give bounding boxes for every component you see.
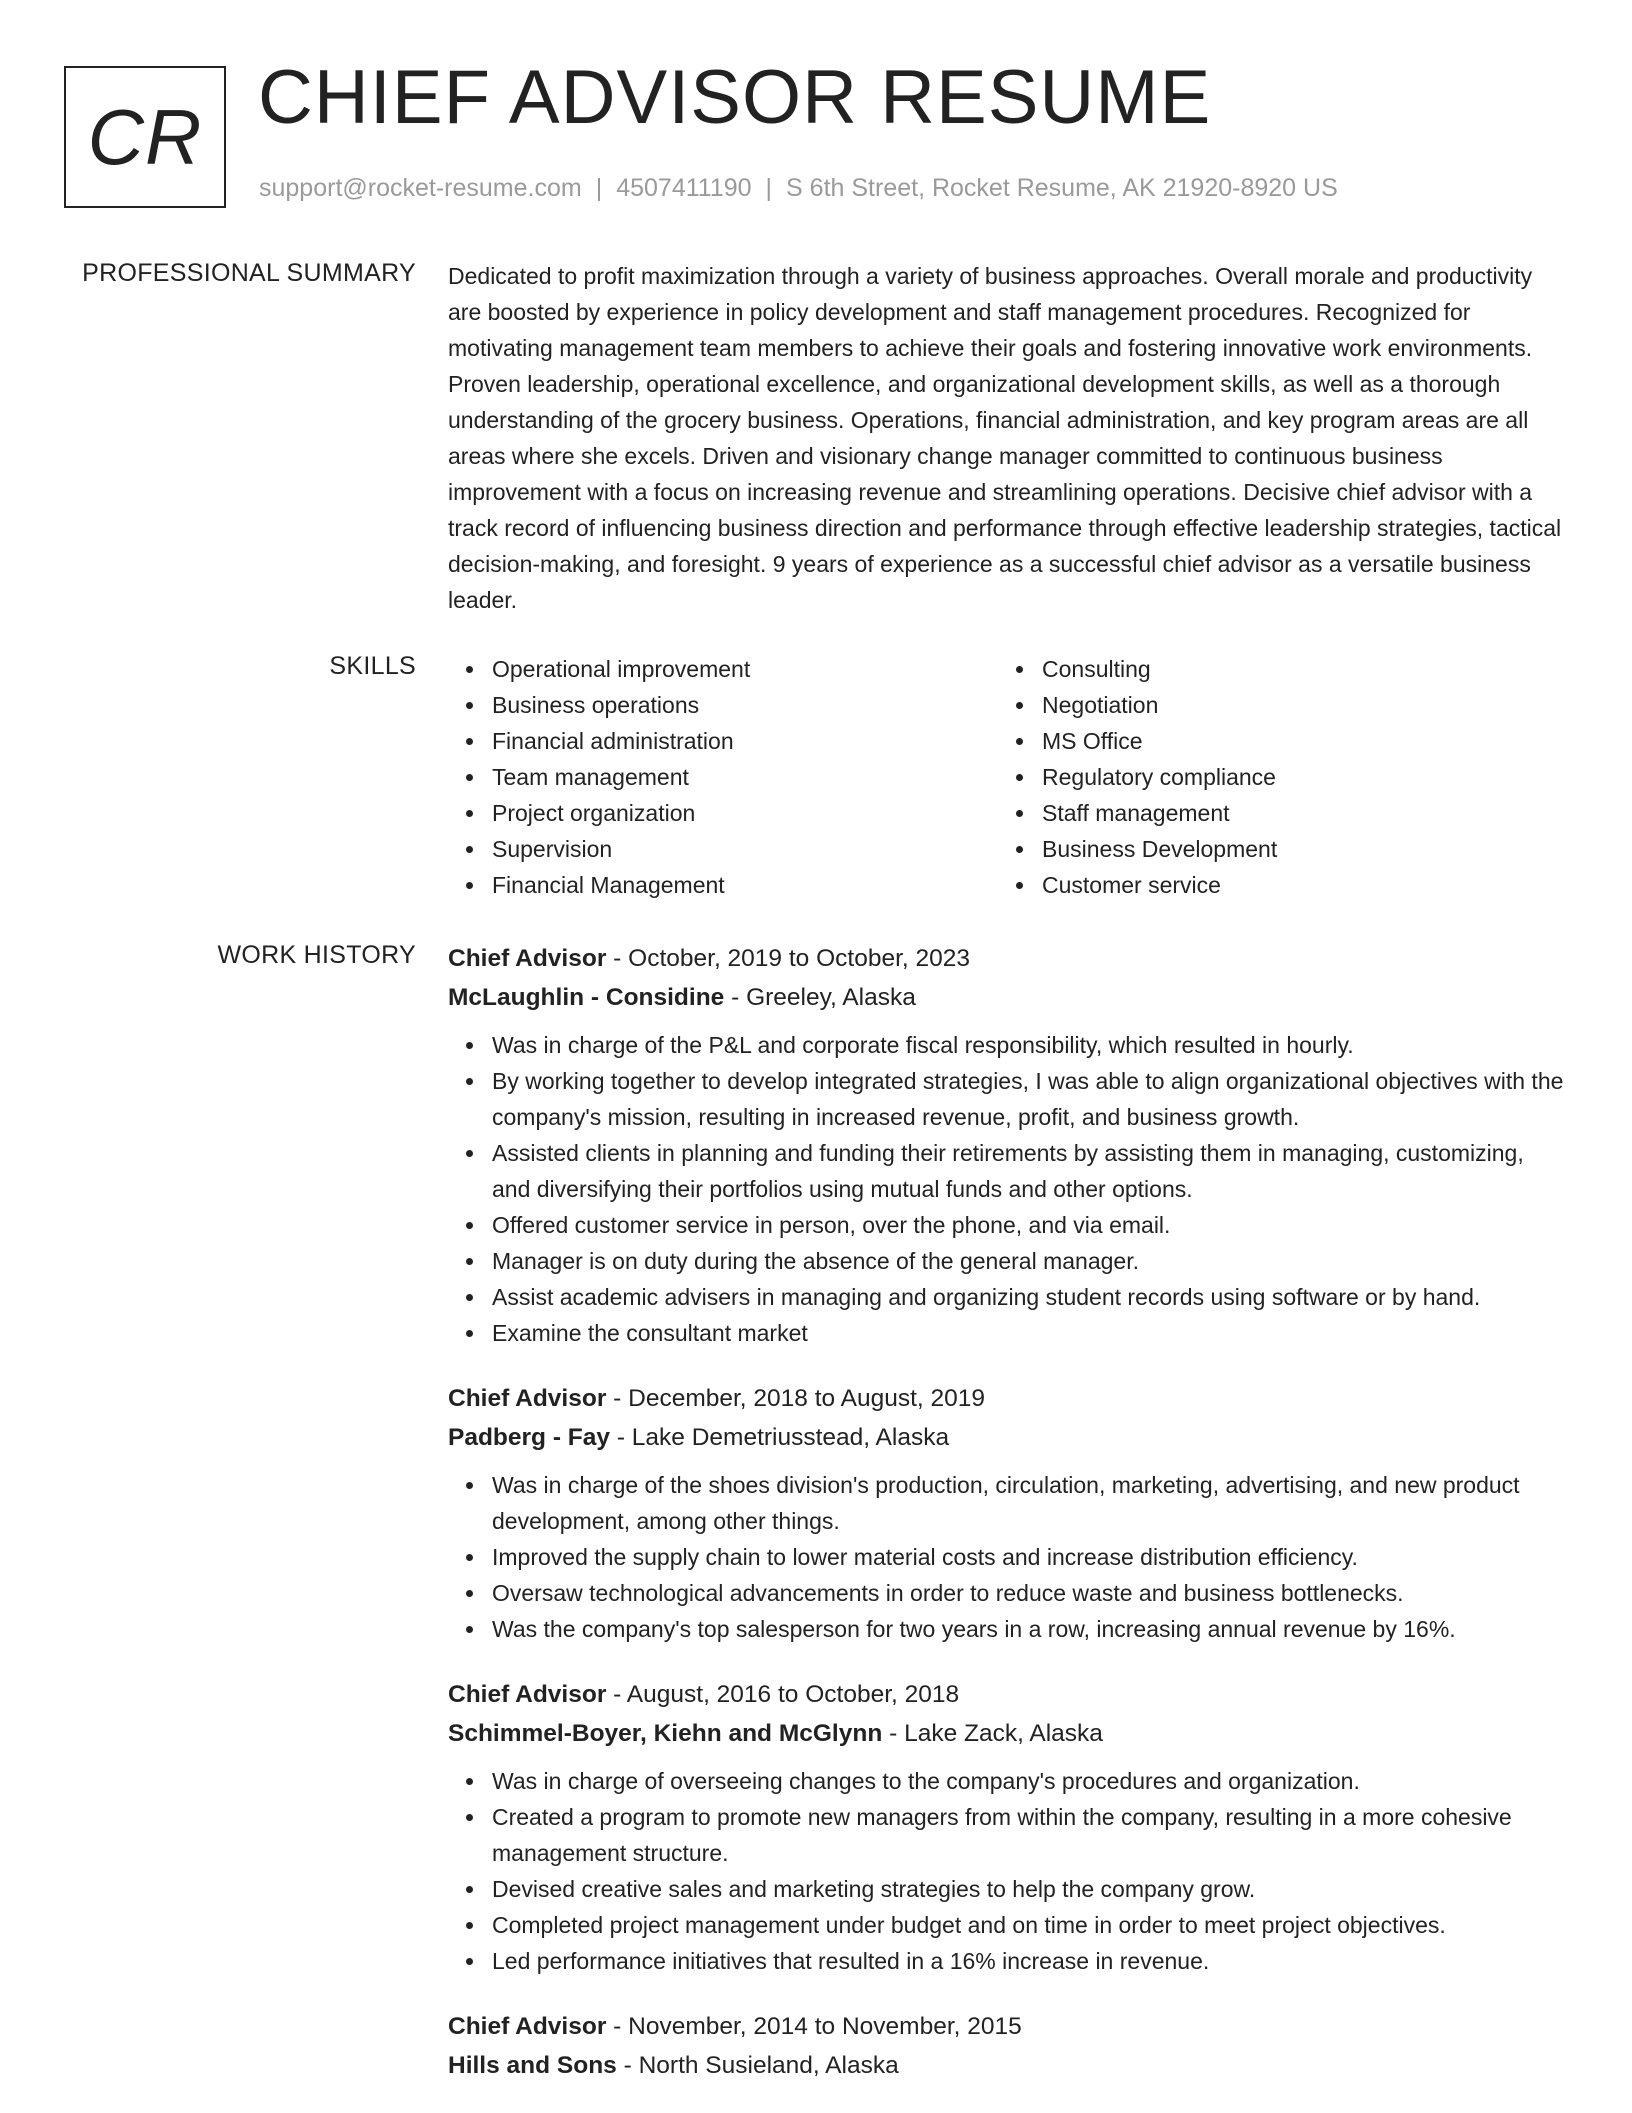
contact-separator: | [765,174,773,202]
section-label-skills: SKILLS [329,652,416,680]
job-company: Hills and Sons [448,2052,617,2079]
job-company-line [448,1714,1568,1753]
job-location: - Lake Zack, Alaska [882,1720,1103,1747]
job-duty-item: Was the company's top salesperson for two years in a row, increasing annual revenue by 16%. [492,1611,1568,1647]
skill-item: Business Development [1042,831,1548,867]
job-title-line [448,1675,1568,1714]
job-duty-item: Was in charge of overseeing changes to the company's procedures and organization. [492,1763,1568,1799]
contact-line [259,174,1338,203]
job-duties-list [448,1467,1568,1647]
job-duty-item: By working together to develop integrated strategies, I was able to align organizational objectives with the company's mission, resulting in increased revenue, profit, and business growth. [492,1063,1568,1135]
job-duty-item: Was in charge of the P&L and corporate fiscal responsibility, which resulted in hourly. [492,1027,1568,1063]
job-duty-item: Manager is on duty during the absence of the general manager. [492,1243,1568,1279]
job-company: Padberg - Fay [448,1424,611,1451]
job-company: Schimmel-Boyer, Kiehn and McGlynn [448,1720,883,1747]
job-dates: - December, 2018 to August, 2019 [606,1385,986,1412]
job-company: McLaughlin - Considine [448,984,725,1011]
monogram-initials: CR [87,92,203,181]
contact-separator: | [595,174,603,202]
job-entry [448,939,1568,1351]
job-duty-item: Created a program to promote new managers from within the company, resulting in a more cohesive management structure. [492,1799,1568,1871]
job-duty-item: Examine the consultant market [492,1315,1568,1351]
section-label-work-history: WORK HISTORY [217,941,416,969]
skill-item: Supervision [492,831,998,867]
resume-title: CHIEF ADVISOR RESUME [258,55,1212,140]
job-title: Chief Advisor [448,945,607,972]
contact-phone[interactable]: 4507411190 [616,174,752,202]
job-duty-item: Led performance initiatives that resulted in a 16% increase in revenue. [492,1943,1568,1979]
job-entry [448,1675,1568,1979]
job-title-line [448,939,1568,978]
job-title-line [448,1379,1568,1418]
skill-item: Consulting [1042,651,1548,687]
job-duty-item: Completed project management under budget and on time in order to meet project objectives. [492,1907,1568,1943]
job-dates: - August, 2016 to October, 2018 [606,1681,960,1708]
job-title: Chief Advisor [448,2013,607,2040]
skills-column-right [998,651,1548,903]
skill-item: MS Office [1042,723,1548,759]
job-duties-list [448,1763,1568,1979]
skill-item: Financial administration [492,723,998,759]
summary-text: Dedicated to profit maximization through a variety of business approaches. Overall morale and productivity are boosted by experience in policy development and staff management procedures. Recognized for motivating management team members to achieve their goals and fostering innovative work environments. Proven leadership, operational excellence, and organizational development skills, as well as a thorough understanding of the grocery business. Operations, financial administration, and key program areas are all areas where she excels. Driven and visionary change manager committed to continuous business improvement with a focus on increasing revenue and streamlining operations. Decisive chief advisor with a track record of influencing business direction and performance through effective leadership strategies, tactical decision-making, and foresight. 9 years of experience as a successful chief advisor as a versatile business leader. [448,263,1562,613]
job-dates: - October, 2019 to October, 2023 [606,945,971,972]
skill-item: Financial Management [492,867,998,903]
job-entry [448,2007,1568,2085]
contact-address: S 6th Street, Rocket Resume, AK 21920-8920 US [786,174,1338,202]
skill-item: Regulatory compliance [1042,759,1548,795]
skill-item: Negotiation [1042,687,1548,723]
job-location: - North Susieland, Alaska [616,2052,899,2079]
job-company-line [448,978,1568,1017]
monogram-box [64,66,226,208]
job-location: - Greeley, Alaska [724,984,916,1011]
skill-item: Project organization [492,795,998,831]
skill-item: Team management [492,759,998,795]
job-title: Chief Advisor [448,1385,607,1412]
job-duty-item: Improved the supply chain to lower material costs and increase distribution efficiency. [492,1539,1568,1575]
job-duty-item: Devised creative sales and marketing strategies to help the company grow. [492,1871,1568,1907]
job-title: Chief Advisor [448,1681,607,1708]
job-duty-item: Oversaw technological advancements in order to reduce waste and business bottlenecks. [492,1575,1568,1611]
skills-list [448,651,998,903]
job-company-line [448,1418,1568,1457]
skill-item: Business operations [492,687,998,723]
skills-list [998,651,1548,903]
job-company-line [448,2046,1568,2085]
skill-item: Operational improvement [492,651,998,687]
job-entry [448,1379,1568,1647]
job-title-line [448,2007,1568,2046]
skill-item: Staff management [1042,795,1548,831]
job-dates: - November, 2014 to November, 2015 [606,2013,1022,2040]
job-duty-item: Assisted clients in planning and funding their retirements by assisting them in managing, customizing, and diversifying their portfolios using mutual funds and other options. [492,1135,1568,1207]
contact-email[interactable]: support@rocket-resume.com [259,174,582,202]
job-duty-item: Offered customer service in person, over the phone, and via email. [492,1207,1568,1243]
section-label-summary: PROFESSIONAL SUMMARY [82,259,416,287]
skill-item: Customer service [1042,867,1548,903]
job-duties-list [448,1027,1568,1351]
job-duty-item: Was in charge of the shoes division's production, circulation, marketing, advertising, and new product development, among other things. [492,1467,1568,1539]
skills-column-left [448,651,998,903]
job-location: - Lake Demetriusstead, Alaska [610,1424,950,1451]
job-duty-item: Assist academic advisers in managing and organizing student records using software or by hand. [492,1279,1568,1315]
